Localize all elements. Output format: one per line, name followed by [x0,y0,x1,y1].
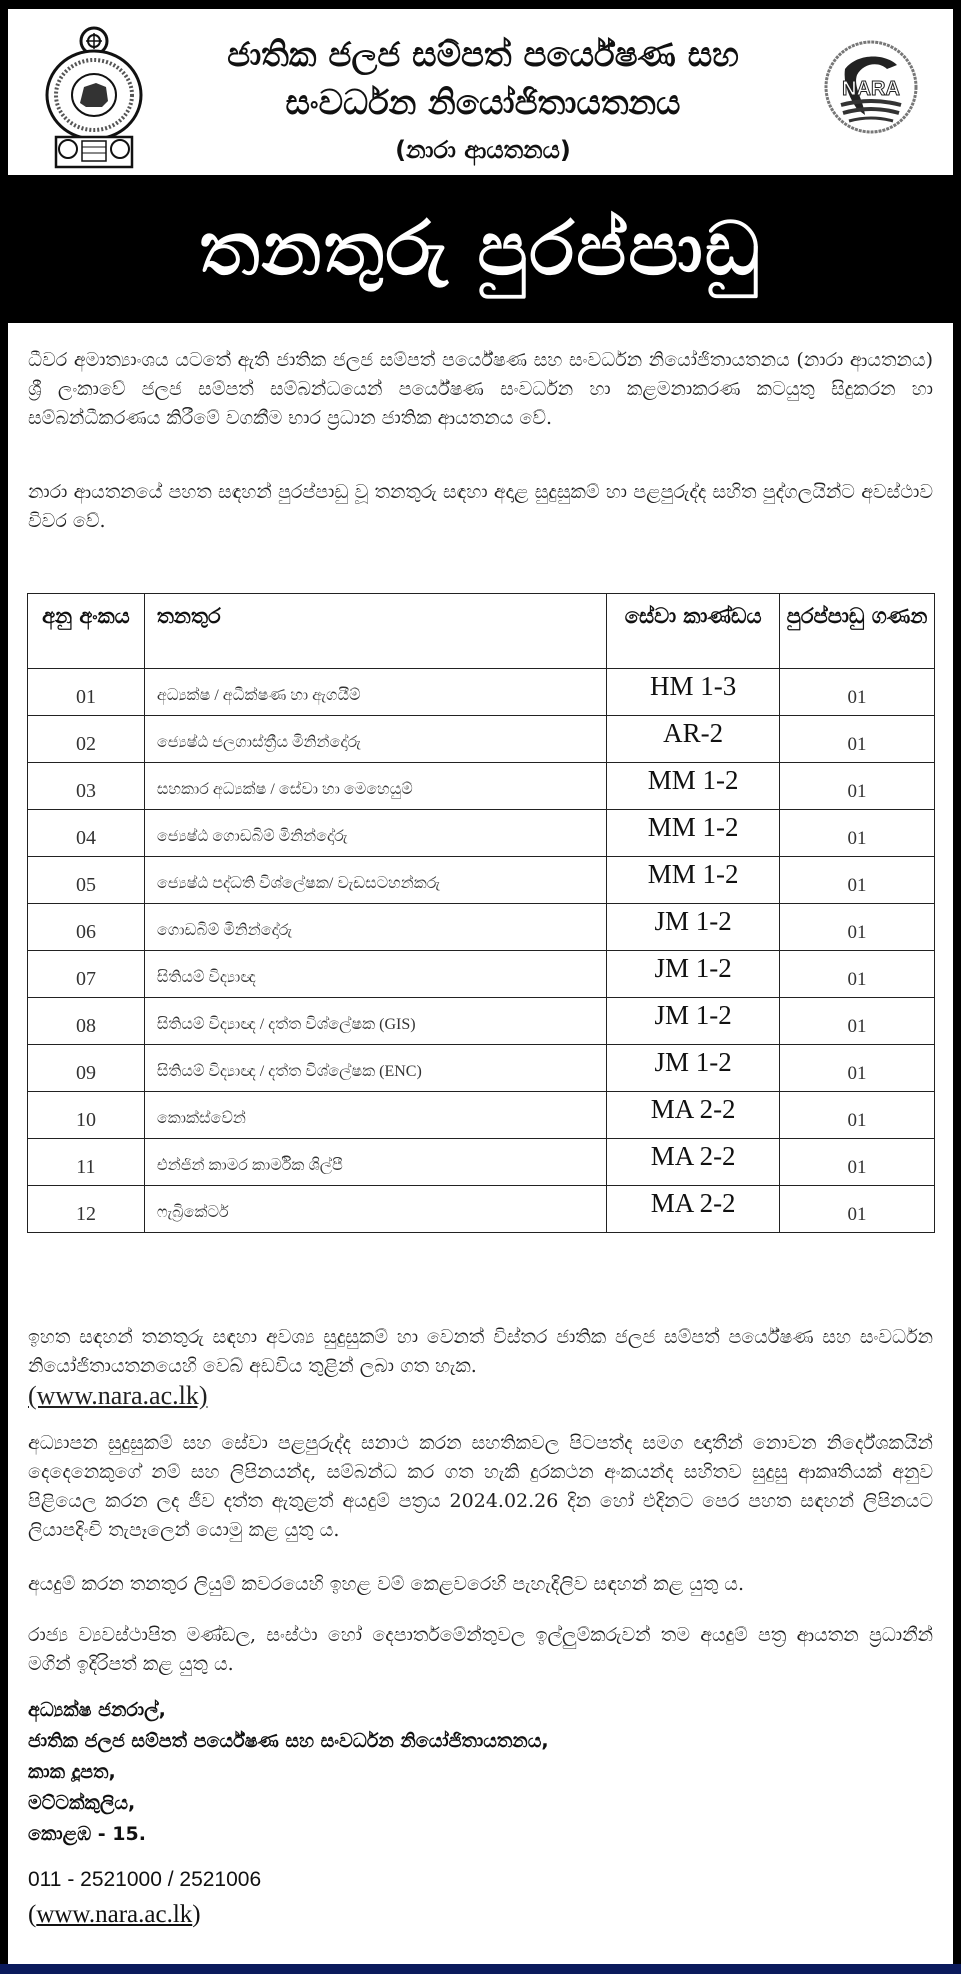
row-no: 01 [28,669,145,716]
row-no: 05 [28,857,145,904]
header [8,9,953,175]
row-no: 02 [28,716,145,763]
org-name-line2: සංවර්ධන නියෝජිතායතනය [285,83,681,123]
envelope-instructions-paragraph: අයදුම් කරන තනතුර ලියුම් කවරයෙහි ඉහළ වම් කෙළවරෙහි පැහැදිලිව සඳහන් කළ යුතු ය. [28,1573,744,1595]
nara-logo-icon [823,39,919,135]
column-header-count: පුරප්පාඩු ගණන [780,594,935,669]
postal-address [28,1695,549,1850]
address-line: කොළඹ - 15. [28,1823,146,1845]
row-no: 04 [28,810,145,857]
contact-phone: 011 - 2521000 / 2521006 [28,1868,262,1891]
row-count: 01 [780,857,935,904]
svg-text:NARA: NARA [842,78,900,100]
address-line: ජාතික ජලජ සම්පත් පර්යේෂණ සහ සංවර්ධන නියෝජිතායතනය, [28,1730,549,1752]
row-grade: JM 1-2 [607,998,780,1045]
row-no: 08 [28,998,145,1045]
row-post: ජ්‍යෙෂ්ඨ ජලගාස්ත්‍රීය මිනින්දෝරු [144,716,606,763]
table-row [28,998,935,1045]
row-post: සිතියම් විද්‍යාඥ [144,951,606,998]
table-row [28,1045,935,1092]
row-no: 07 [28,951,145,998]
website-link[interactable]: (www.nara.ac.lk) [28,1381,208,1410]
application-instructions-paragraph: අධ්‍යාපන සුදුසුකම් සහ සේවා පළපුරුද්ද සනාථ කරන සහතිකවල පිටපත්ද සමග ඥාතීන් නොවන නිර්දේශකයින් දෙදෙනෙකුගේ නම් සහ ලිපිනයන්ද, සම්බන්ධ කර ගත හැකි දුරකථන අංකයන්ද සහිතව සුදුසු ආකෘතියක් අනුව පිළියෙල කරන ලද ජීව දත්ත ඇතුළත් අයදුම් පත්‍රය 2024.02.26 දින හෝ එදිනට පෙර පහත සඳහන් ලිපිනයට ලියාපදිංචි තැපෑලෙන් යොමු කළ යුතු ය. [28,1432,933,1541]
row-grade: MA 2-2 [607,1139,780,1186]
row-grade: MA 2-2 [607,1092,780,1139]
row-count: 01 [780,763,935,810]
column-header-post: තනතුර [144,594,606,669]
table-row [28,1092,935,1139]
details-paragraph [28,1323,933,1413]
row-post: ජ්‍යෙෂ්ඨ පද්ධති විශ්ලේෂක/ වැඩසටහන්කරු [144,857,606,904]
row-post: කොක්ස්වේන් [144,1092,606,1139]
row-count: 01 [780,904,935,951]
row-grade: JM 1-2 [607,951,780,998]
table-header-row [28,594,935,669]
row-count: 01 [780,1092,935,1139]
intro-paragraph-1: ධීවර අමාත්‍යාංශය යටතේ ඇති ජාතික ජලජ සම්පත් පර්යේෂණ සහ සංවර්ධන නියෝජිතායතනය (නාරා ආයතනය) ශ්‍රී ලංකාවේ ජලජ සම්පත් සම්බන්ධයෙන් පර්යේෂණ සංවර්ධන හා කළමනාකරණ කටයුතු සිදුකරන හා සම්බන්ධීකරණය කිරීමේ වගකීම භාර ප්‍රධාන ජාතික ආයතනය වේ. [28,349,933,429]
row-grade: MM 1-2 [607,857,780,904]
row-no: 10 [28,1092,145,1139]
row-count: 01 [780,1139,935,1186]
bottom-strip [0,1964,961,1974]
row-grade: MA 2-2 [607,1186,780,1233]
org-name-line1: ජාතික ජලජ සම්පත් පර්යේෂණ සහ [227,35,739,75]
table-row [28,1139,935,1186]
table-row [28,763,935,810]
footer-website-link[interactable]: www.nara.ac.lk [36,1901,193,1928]
row-count: 01 [780,1186,935,1233]
table-row [28,716,935,763]
details-text: ඉහත සඳහන් තනතුරු සඳහා අවශ්‍ය සුදුසුකම් හා වෙනත් විස්තර ජාතික ජලජ සම්පත් පර්යේෂණ සහ සංවර්ධන නියෝජිතායතනයෙහි වෙබ් අඩවිය තුළින් ලබා ගත හැක. [28,1326,933,1377]
table-row [28,810,935,857]
row-count: 01 [780,669,935,716]
table-row [28,857,935,904]
address-line: අධ්‍යක්ෂ ජනරාල්, [28,1699,166,1721]
row-no: 03 [28,763,145,810]
address-line: කාක දූපත, [28,1761,116,1783]
row-count: 01 [780,1045,935,1092]
row-post: සහකාර අධ්‍යක්ෂ / සේවා හා මෙහෙයුම් [144,763,606,810]
org-short-name: (නාරා ආයතනය) [395,136,571,164]
row-grade: JM 1-2 [607,1045,780,1092]
row-count: 01 [780,998,935,1045]
row-grade: HM 1-3 [607,669,780,716]
table-row [28,951,935,998]
row-grade: JM 1-2 [607,904,780,951]
page-title: තනතුරු පුරප්පාඩු [199,205,762,292]
advertisement-page [8,9,953,1964]
title-banner [8,175,953,323]
row-grade: MM 1-2 [607,763,780,810]
row-no: 09 [28,1045,145,1092]
vacancies-table [27,593,935,1233]
row-no: 11 [28,1139,145,1186]
row-post: ජ්‍යෙෂ්ඨ ගොඩබිම් මිනින්දෝරු [144,810,606,857]
row-post: සිතියම් විද්‍යාඥ / දත්ත විශ්ලේෂක (ENC) [144,1045,606,1092]
row-post: ෆැබ්‍රිකේටර් [144,1186,606,1233]
row-post: එන්ජින් කාමර කාර්මික ශිල්පී [144,1139,606,1186]
table-row [28,904,935,951]
address-line: මට්ටක්කුලිය, [28,1792,136,1814]
column-header-grade: සේවා කාණ්ඩය [607,594,780,669]
row-count: 01 [780,810,935,857]
row-post: ගොඩබිම් මිනින්දෝරු [144,904,606,951]
row-no: 12 [28,1186,145,1233]
sri-lanka-emblem-icon [44,25,144,171]
contact-website: (www.nara.ac.lk) [28,1901,201,1928]
row-no: 06 [28,904,145,951]
row-post: අධ්‍යක්ෂ / අධීක්ෂණ හා ඇගයීම් [144,669,606,716]
row-count: 01 [780,716,935,763]
table-row [28,669,935,716]
row-count: 01 [780,951,935,998]
row-grade: AR-2 [607,716,780,763]
government-applicants-paragraph: රාජ්‍ය ව්‍යවස්ථාපිත මණ්ඩල, සංස්ථා හෝ දෙපාර්තමේන්තුවල ඉල්ලුම්කරුවන් තම අයදුම් පත්‍ර ආයතන ප්‍රධානීන් මගින් ඉදිරිපත් කළ යුතු ය. [28,1624,933,1675]
row-post: සිතියම් විද්‍යාඥ / දත්ත විශ්ලේෂක (GIS) [144,998,606,1045]
column-header-no: අනු අංකය [28,594,145,669]
row-grade: MM 1-2 [607,810,780,857]
intro-paragraph-2: නාරා ආයතනයේ පහත සඳහන් පුරප්පාඩු වූ තනතුරු සඳහා අදාළ සුදුසුකම් හා පළපුරුද්ද සහිත පුද්ගලයින්ට අවස්ථාව විවර වේ. [28,481,933,532]
table-row [28,1186,935,1233]
